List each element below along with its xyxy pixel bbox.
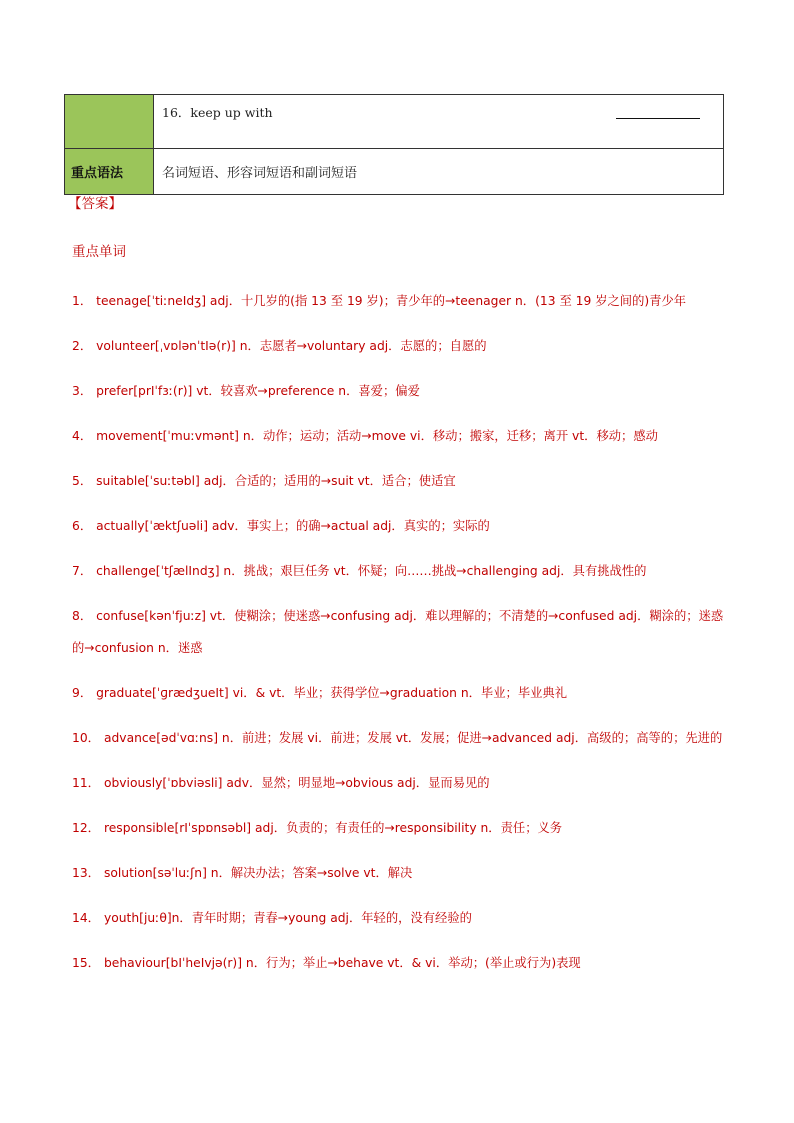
vocab-table xyxy=(64,94,724,195)
answer-blank xyxy=(616,118,700,119)
list-item: 10． advance[ədˈvɑːns] n．前进；发展 vi．前进；发展 vt．发展；促进→advanced adj．高级的；高等的；先进的 xyxy=(72,731,723,745)
list-item: 4． movement[ˈmuːvmənt] n．动作；运动；活动→move vi．移动；搬家，迁移；离开 vt．移动；感动 xyxy=(72,429,658,443)
table-row xyxy=(65,95,724,149)
section-title: 重点单词 xyxy=(72,244,126,260)
list-item: 8． confuse[kənˈfjuːz] vt．使糊涂；使迷惑→confusing adj．难以理解的；不清楚的→confused adj．糊涂的；迷惑的→confusion n．迷惑 xyxy=(72,609,724,655)
list-item: 13． solution[səˈluːʃn] n．解决办法；答案→solve vt．解决 xyxy=(72,866,413,880)
row-header-empty xyxy=(65,95,154,149)
list-item: 9． graduate[ˈɡrædʒueIt] vi．& vt．毕业；获得学位→graduation n．毕业；毕业典礼 xyxy=(72,686,568,700)
list-item: 12． responsible[rIˈspɒnsəbl] adj．负责的；有责任的→responsibility n．责任；义务 xyxy=(72,821,563,835)
list-item: 2． volunteer[ˌvɒlənˈtIə(r)] n．志愿者→voluntary adj．志愿的；自愿的 xyxy=(72,339,487,353)
list-item: 7． challenge[ˈtʃælIndʒ] n．挑战；艰巨任务 vt．怀疑；向……挑战→challenging adj．具有挑战性的 xyxy=(72,564,647,578)
list-item: 15． behaviour[bIˈheIvjə(r)] n．行为；举止→behave vt．& vi．举动；(举止或行为)表现 xyxy=(72,956,581,970)
list-item: 6． actually[ˈæktʃuəli] adv．事实上；的确→actual adj．真实的；实际的 xyxy=(72,519,490,533)
list-item: 11． obviously[ˈɒbviəsli] adv．显然；明显地→obvious adj．显而易见的 xyxy=(72,776,490,790)
list-item: 5． suitable[ˈsuːtəbl] adj．合适的；适用的→suit vt．适合；使适宜 xyxy=(72,474,456,488)
vocab-list xyxy=(72,285,728,992)
answer-label: 【答案】 xyxy=(68,196,122,212)
table-row xyxy=(65,149,724,195)
phrase-text: 16．keep up with xyxy=(162,105,273,120)
phrase-cell xyxy=(154,95,724,149)
list-item: 14． youth[juːθ]n．青年时期；青春→young adj．年轻的，没有经验的 xyxy=(72,911,472,925)
list-item: 1． teenage[ˈtiːneIdʒ] adj．十几岁的(指 13 至 19 岁)；青少年的→teenager n．(13 至 19 岁之间的)青少年 xyxy=(72,294,687,308)
list-item: 3． prefer[prIˈfɜː(r)] vt．较喜欢→preference n．喜爱；偏爱 xyxy=(72,384,420,398)
row-header-grammar: 重点语法 xyxy=(65,149,154,195)
grammar-cell: 名词短语、形容词短语和副词短语 xyxy=(154,149,724,195)
